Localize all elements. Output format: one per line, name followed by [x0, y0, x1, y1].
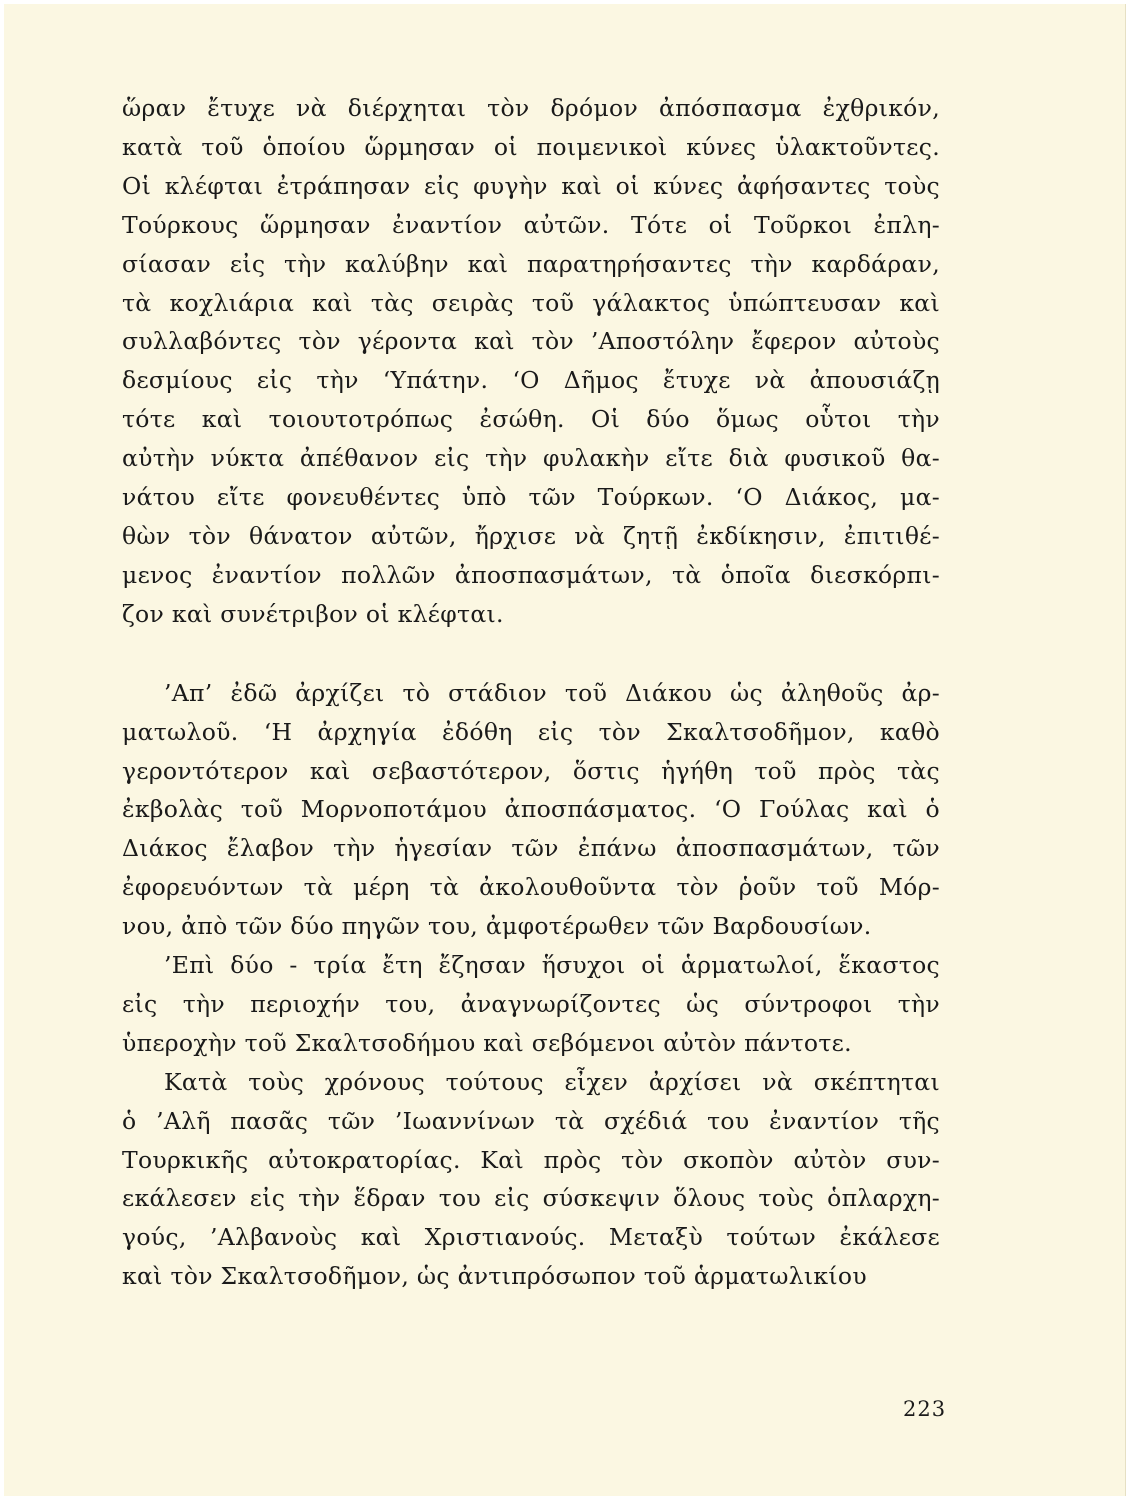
page-number: 223 — [903, 1397, 947, 1421]
paragraph — [122, 1063, 940, 1296]
book-page — [4, 4, 1126, 1496]
text-line — [122, 245, 940, 284]
text-line — [122, 868, 940, 907]
line-text: δεσμίους εἰς τὴν ‘Υπάτην. ‘Ο Δῆμος ἔτυχε νὰ ἀπουσιάζῃ — [122, 366, 940, 395]
text-line — [122, 595, 940, 634]
line-text: μενος ἐναντίον πολλῶν ἀποσπασμάτων, τὰ ὁποῖα διεσκόρπι- — [122, 560, 940, 589]
text-line — [122, 752, 940, 791]
text-line — [122, 985, 940, 1024]
text-line — [122, 89, 940, 128]
line-text: καὶ τὸν Σκαλτσοδῆμον, ὡς ἀντιπρόσωπον τοῦ ἁρματωλικίου — [122, 1262, 867, 1291]
line-text: ὑπεροχὴν τοῦ Σκαλτσοδήμου καὶ σεβόμενοι αὐτὸν πάντοτε. — [122, 1028, 852, 1057]
text-line — [122, 946, 940, 985]
line-text: νου, ἀπὸ τῶν δύο πηγῶν του, ἀμφοτέρωθεν τῶν Βαρδουσίων. — [122, 912, 872, 941]
text-line — [122, 674, 940, 713]
text-line — [122, 1257, 940, 1296]
text-line — [122, 556, 940, 595]
line-text: σίασαν εἰς τὴν καλύβην καὶ παρατηρήσαντες τὴν καρδάραν, — [122, 249, 940, 278]
text-line — [122, 1141, 940, 1180]
text-line — [122, 478, 940, 517]
body-text — [122, 89, 940, 1296]
line-text: ’Επὶ δύο - τρία ἔτη ἔζησαν ἥσυχοι οἱ ἁρματωλοί, ἕκαστος — [164, 951, 940, 980]
text-line — [122, 1218, 940, 1257]
line-text: τότε καὶ τοιουτοτρόπως ἐσώθη. Οἱ δύο ὅμως οὗτοι τὴν — [122, 405, 940, 434]
text-line — [122, 713, 940, 752]
line-text: συλλαβόντες τὸν γέροντα καὶ τὸν ’Αποστόλην ἔφερον αὐτοὺς — [122, 327, 940, 356]
line-text: Κατὰ τοὺς χρόνους τούτους εἶχεν ἀρχίσει νὰ σκέπτηται — [164, 1067, 940, 1096]
line-text: ματωλοῦ. ‘Η ἀρχηγία ἐδόθη εἰς τὸν Σκαλτσοδῆμον, καθὸ — [122, 717, 940, 746]
text-line — [122, 322, 940, 361]
line-text: γεροντότερον καὶ σεβαστότερον, ὅστις ἡγήθη τοῦ πρὸς τὰς — [122, 756, 940, 785]
line-text: θὼν τὸν θάνατον αὐτῶν, ἤρχισε νὰ ζητῇ ἐκδίκησιν, ἐπιτιθέ- — [122, 521, 940, 550]
line-text: Οἱ κλέφται ἐτράπησαν εἰς φυγὴν καὶ οἱ κύνες ἀφήσαντες τοὺς — [122, 171, 940, 200]
line-text: ὥραν ἔτυχε νὰ διέρχηται τὸν δρόμον ἀπόσπασμα ἐχθρικόν, — [122, 94, 940, 122]
text-line — [122, 400, 940, 439]
paragraph — [122, 674, 940, 946]
text-line — [122, 790, 940, 829]
text-line — [122, 1063, 940, 1102]
paragraph — [122, 89, 940, 634]
line-text: ὁ ’Αλῆ πασᾶς τῶν ’Ιωαννίνων τὰ σχέδιά του ἐναντίον τῆς — [122, 1106, 940, 1135]
line-text: ζον καὶ συνέτριβον οἱ κλέφται. — [122, 599, 504, 628]
line-text: ἐφορευόντων τὰ μέρη τὰ ἀκολουθοῦντα τὸν ῥοῦν τοῦ Μόρ- — [122, 873, 940, 902]
line-text: ’Απ’ ἐδῶ ἀρχίζει τὸ στάδιον τοῦ Διάκου ὡς ἀληθοῦς ἀρ- — [164, 678, 940, 707]
line-text: Τούρκους ὥρμησαν ἐναντίον αὐτῶν. Τότε οἱ Τοῦρκοι ἐπλη- — [122, 210, 940, 239]
line-text: τὰ κοχλιάρια καὶ τὰς σειρὰς τοῦ γάλακτος ὑπώπτευσαν καὶ — [122, 288, 940, 317]
text-line — [122, 829, 940, 868]
text-line — [122, 439, 940, 478]
line-text: αὐτὴν νύκτα ἀπέθανον εἰς τὴν φυλακὴν εἴτε διὰ φυσικοῦ θα- — [122, 444, 940, 473]
line-text: νάτου εἴτε φονευθέντες ὑπὸ τῶν Τούρκων. ‘Ο Διάκος, μα- — [122, 483, 940, 512]
text-line — [122, 907, 940, 946]
line-text: Τουρκικῆς αὐτοκρατορίας. Καὶ πρὸς τὸν σκοπὸν αὐτὸν συν- — [122, 1145, 940, 1174]
line-text: κατὰ τοῦ ὁποίου ὥρμησαν οἱ ποιμενικοὶ κύνες ὑλακτοῦντες. — [122, 132, 940, 161]
text-line — [122, 1024, 940, 1063]
text-line — [122, 167, 940, 206]
text-line — [122, 206, 940, 245]
text-line — [122, 128, 940, 167]
text-line — [122, 1179, 940, 1218]
line-text: εἰς τὴν περιοχήν του, ἀναγνωρίζοντες ὡς σύντροφοι τὴν — [122, 989, 940, 1018]
line-text: γούς, ’Αλβανοὺς καὶ Χριστιανούς. Μεταξὺ τούτων ἐκάλεσε — [122, 1223, 940, 1252]
text-line — [122, 361, 940, 400]
text-line — [122, 284, 940, 323]
line-text: εκάλεσεν εἰς τὴν ἕδραν του εἰς σύσκεψιν ὅλους τοὺς ὁπλαρχη- — [122, 1184, 940, 1213]
paragraph — [122, 946, 940, 1063]
text-line — [122, 517, 940, 556]
line-text: ἐκβολὰς τοῦ Μορνοποτάμου ἀποσπάσματος. ‘Ο Γούλας καὶ ὁ — [122, 795, 940, 824]
line-text: Διάκος ἔλαβον τὴν ἡγεσίαν τῶν ἐπάνω ἀποσπασμάτων, τῶν — [122, 834, 940, 863]
text-line — [122, 1102, 940, 1141]
